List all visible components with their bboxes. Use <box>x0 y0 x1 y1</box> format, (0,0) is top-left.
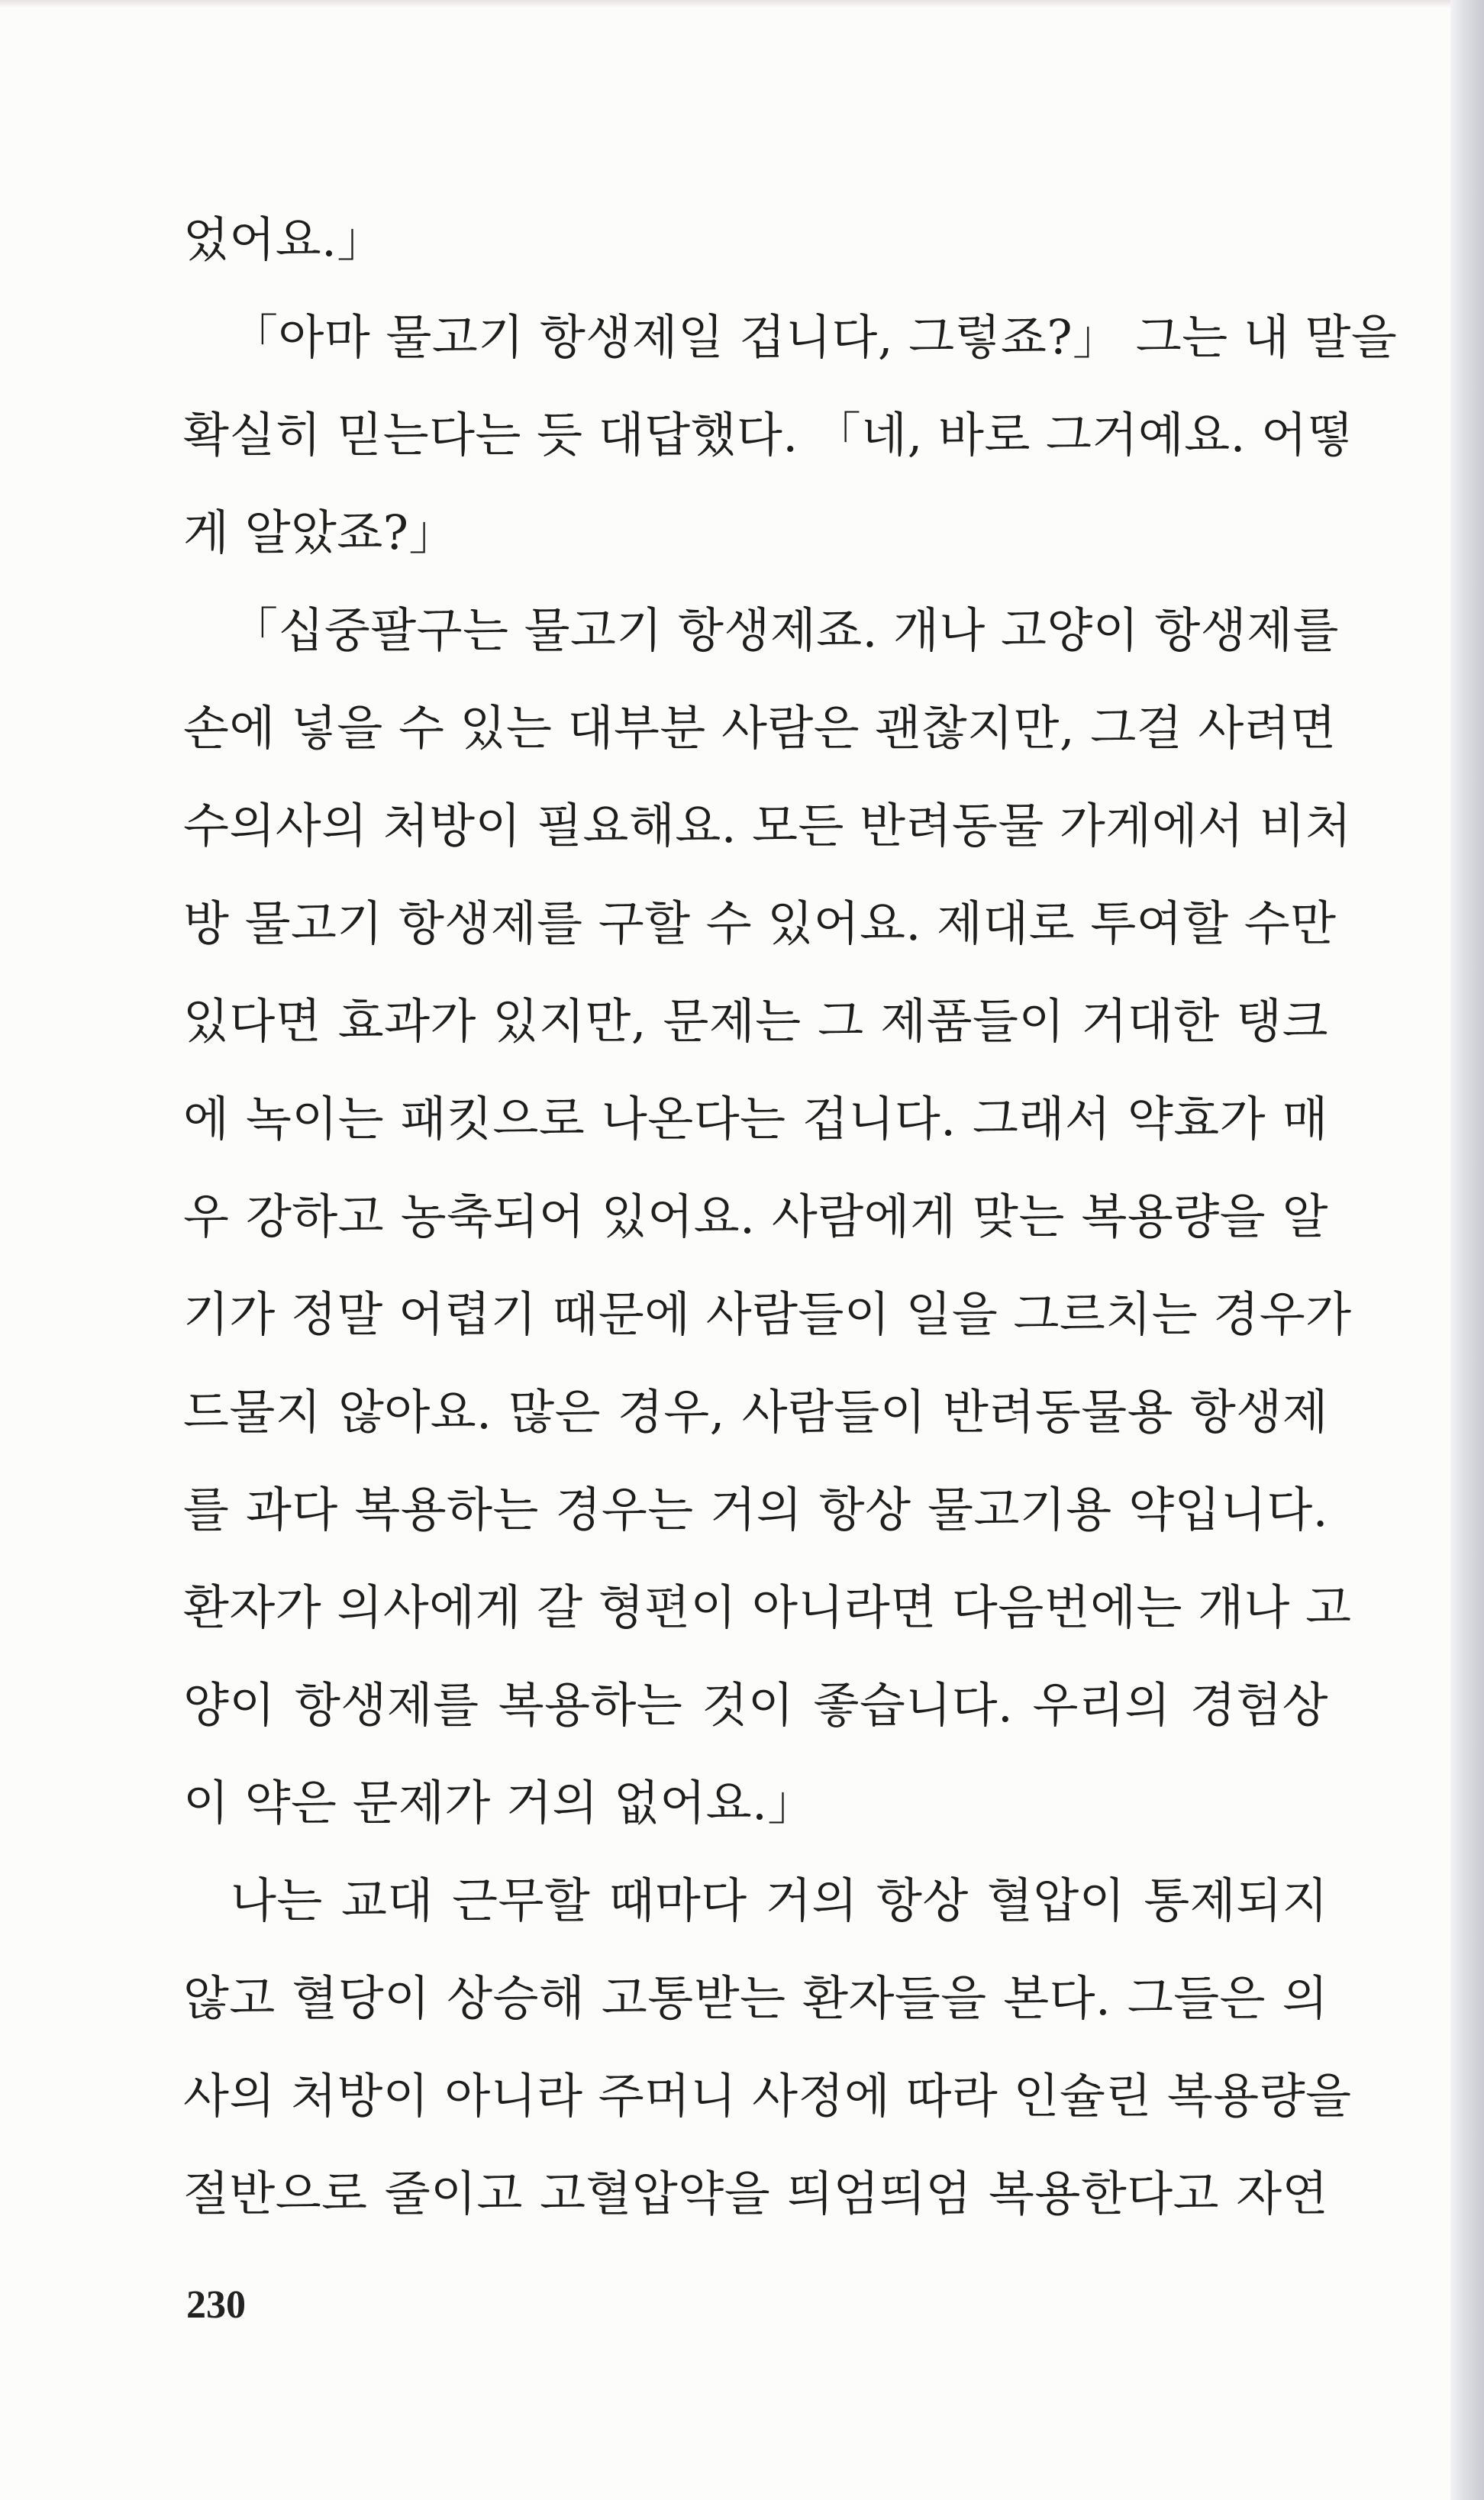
page-top-edge <box>0 0 1484 8</box>
text-line: 이 약은 문제가 거의 없어요.」 <box>183 1775 815 1831</box>
text-line: 우 강하고 농축되어 있어요. 사람에게 맞는 복용량을 알 <box>183 1189 1328 1244</box>
text-line: 확실히 믿는다는 듯 대답했다. 「네, 바로 그거예요. 어떻 <box>183 407 1353 463</box>
text-line: 양이 항생제를 복용하는 것이 좋습니다. 우리의 경험상 <box>183 1677 1328 1733</box>
text-line: 「아마 물고기 항생제일 겁니다, 그렇죠?」 그는 내 말을 <box>231 309 1398 365</box>
text-line: 나는 교대 근무할 때마다 거의 항상 혈압이 통제되지 <box>231 1873 1328 1928</box>
text-line: 기가 정말 어렵기 때문에 사람들이 일을 그르치는 경우가 <box>183 1286 1352 1342</box>
text-line: 손에 넣을 수 있는 대부분 사람은 괜찮지만, 그걸 사려면 <box>183 700 1337 756</box>
body-text <box>183 191 1398 2243</box>
text-line: 사의 처방이 아니라 주머니 사정에 따라 인슐린 복용량을 <box>183 2068 1352 2124</box>
text-line: 방 물고기 항생제를 구할 수 있어요. 제대로 투여할 수만 <box>183 895 1337 951</box>
page-number: 230 <box>186 2283 246 2327</box>
text-line: 게 알았죠?」 <box>183 505 457 560</box>
text-line: 드물지 않아요. 많은 경우, 사람들이 반려동물용 항생제 <box>183 1384 1328 1440</box>
text-line: 않고 혈당이 상승해 고통받는 환자들을 본다. 그들은 의 <box>183 1970 1328 2026</box>
page-right-edge <box>1450 0 1484 2500</box>
text-line: 있다면 효과가 있지만, 문제는 그 제품들이 거대한 탱크 <box>183 993 1328 1049</box>
text-line: 환자가 의사에게 갈 형편이 아니라면 다음번에는 개나 고 <box>183 1579 1352 1635</box>
text-line: 었어요.」 <box>183 211 385 267</box>
text-line: 「십중팔구는 물고기 항생제죠. 개나 고양이 항생제를 <box>231 602 1339 658</box>
text-line: 수의사의 처방이 필요해요. 모든 반려동물 가게에서 비처 <box>183 798 1352 853</box>
text-line: 에 녹이는 패킷으로 나온다는 겁니다. 그래서 약효가 매 <box>183 1091 1328 1147</box>
text-line: 절반으로 줄이고 고혈압약을 띄엄띄엄 복용한다고 자연 <box>183 2166 1328 2221</box>
text-line: 를 과다 복용하는 경우는 거의 항상 물고기용 약입니다. <box>183 1482 1328 1537</box>
